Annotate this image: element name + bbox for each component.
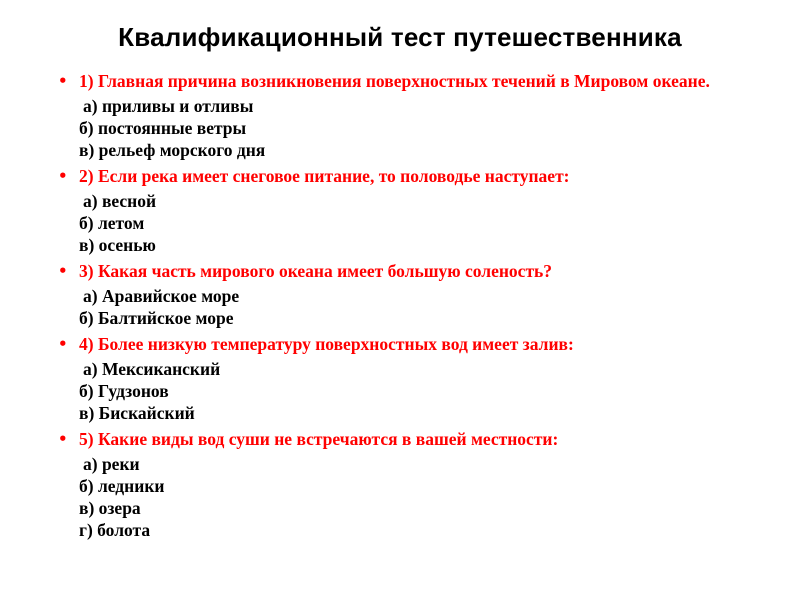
answer-option: б) летом — [79, 213, 145, 233]
answer-list — [58, 190, 758, 256]
answer-option: а) Мексиканский — [83, 359, 221, 379]
answer-option: в) рельеф морского дня — [79, 140, 266, 160]
answer-option: а) весной — [83, 191, 157, 211]
question-item — [58, 333, 758, 424]
answer-option: в) Бискайский — [79, 403, 195, 423]
question-item — [58, 428, 758, 541]
slide-title: Квалификационный тест путешественника — [118, 22, 682, 52]
answer-option: г) болота — [79, 520, 151, 540]
question-text — [58, 165, 758, 187]
bullet-icon: • — [58, 72, 68, 90]
question-item — [58, 165, 758, 256]
question-label: 3) Какая часть мирового океана имеет большую соленость? — [79, 261, 553, 281]
question-label: 2) Если река имеет снеговое питание, то половодье наступает: — [79, 166, 570, 186]
answer-option: б) постоянные ветры — [79, 118, 247, 138]
question-item — [58, 70, 758, 161]
question-list — [58, 70, 758, 545]
question-item — [58, 260, 758, 329]
answer-list — [58, 285, 758, 329]
answer-list — [58, 453, 758, 541]
question-text — [58, 260, 758, 282]
bullet-icon: • — [58, 335, 68, 353]
answer-option: в) осенью — [79, 235, 156, 255]
question-label: 4) Более низкую температуру поверхностных вод имеет залив: — [79, 334, 574, 354]
answer-list — [58, 358, 758, 424]
bullet-icon: • — [58, 430, 68, 448]
answer-option: в) озера — [79, 498, 141, 518]
bullet-icon: • — [58, 167, 68, 185]
answer-option: а) реки — [83, 454, 140, 474]
question-label: 5) Какие виды вод суши не встречаются в вашей местности: — [79, 429, 559, 449]
answer-option: б) Гудзонов — [79, 381, 169, 401]
answer-list — [58, 95, 758, 161]
answer-option: а) приливы и отливы — [83, 96, 254, 116]
question-text — [58, 333, 758, 355]
question-text — [58, 70, 758, 92]
bullet-icon: • — [58, 262, 68, 280]
question-text — [58, 428, 758, 450]
answer-option: а) Аравийское море — [83, 286, 240, 306]
question-label: 1) Главная причина возникновения поверхностных течений в Мировом океане. — [79, 71, 710, 91]
answer-option: б) Балтийское море — [79, 308, 234, 328]
answer-option: б) ледники — [79, 476, 165, 496]
